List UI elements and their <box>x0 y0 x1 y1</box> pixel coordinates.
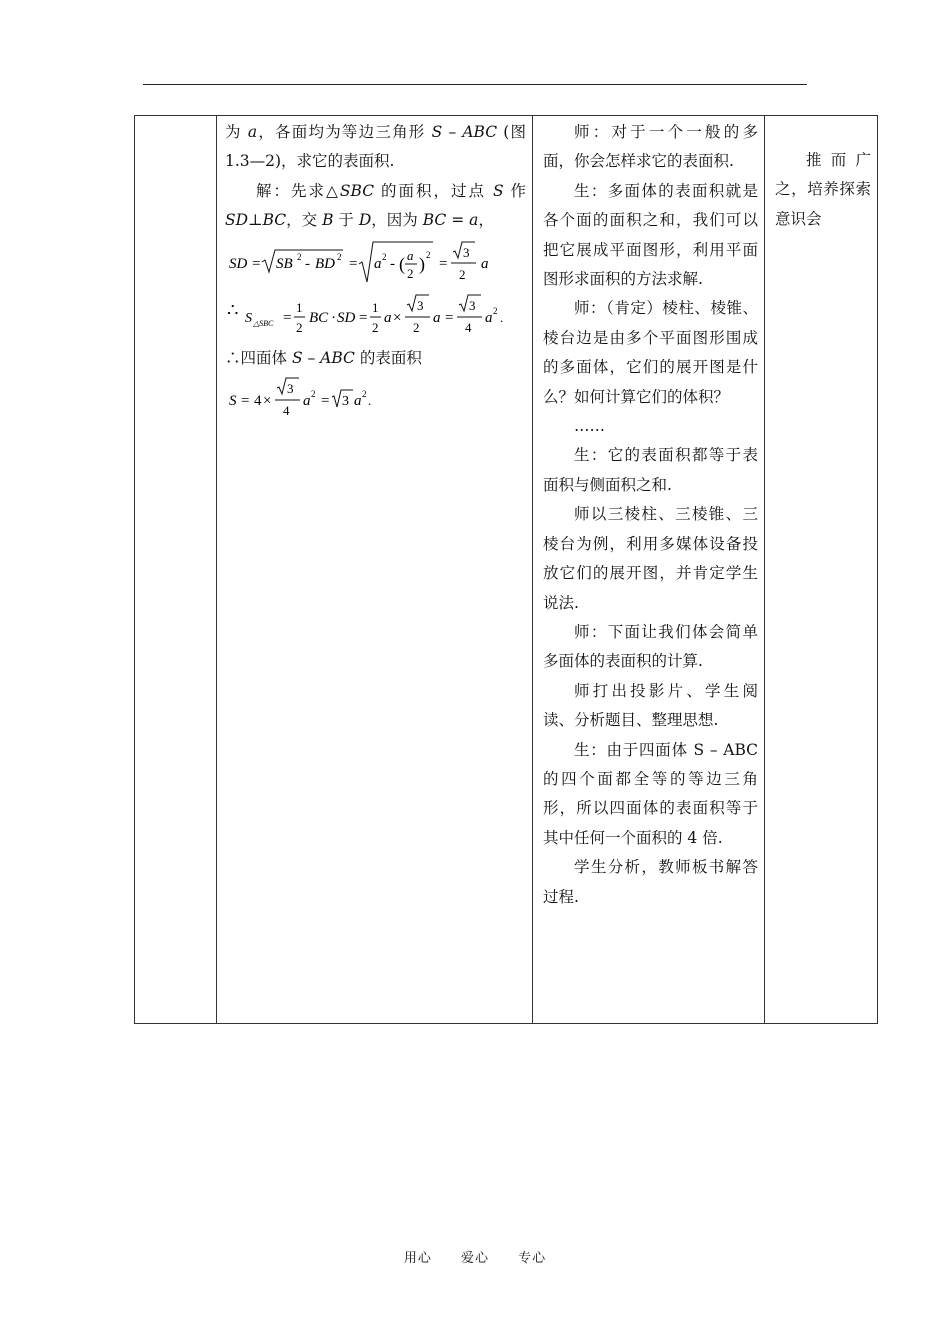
svg-text:a: a <box>303 393 311 410</box>
svg-text:△SBC: △SBC <box>253 318 274 328</box>
svg-text:1: 1 <box>372 299 379 315</box>
svg-text:2: 2 <box>337 251 342 262</box>
svg-text:2: 2 <box>459 266 466 282</box>
svg-text:4: 4 <box>254 393 262 410</box>
svg-text:4: 4 <box>465 319 472 335</box>
svg-text:a: a <box>485 309 493 326</box>
svg-text:SD: SD <box>337 309 356 326</box>
lesson-table <box>134 115 878 1024</box>
svg-text:S: S <box>245 310 252 326</box>
svg-text:S: S <box>229 393 237 410</box>
svg-text:=: = <box>439 255 448 272</box>
dialogue-paragraph: 生：由于四面体 S – ABC 的四个面都全等的等边三角形，所以四面体的表面积等于其中任何一个面积的 4 倍. <box>543 740 758 847</box>
svg-text:3: 3 <box>287 381 294 397</box>
empty-cell <box>135 116 217 1024</box>
svg-text:=: = <box>445 309 454 326</box>
svg-text:3: 3 <box>417 297 424 313</box>
svg-text:2: 2 <box>426 249 431 260</box>
svg-text:1: 1 <box>296 299 303 315</box>
table-row <box>135 116 878 1024</box>
svg-text:2: 2 <box>382 251 387 262</box>
dialogue-paragraph: 生：多面体的表面积就是各个面的面积之和，我们可以把它展成平面图形，利用平面图形求面积的方法求解. <box>543 181 758 289</box>
svg-text:3: 3 <box>342 394 349 410</box>
equation-area <box>225 290 526 342</box>
problem-text: 为 a，各面均为等边三角形 S – ABC (图 1.3—2)，求它的表面积. <box>225 123 526 171</box>
svg-text:2: 2 <box>311 389 316 400</box>
svg-text:=: = <box>321 393 330 410</box>
solution-lead: 解：先求△SBC 的面积，过点 S 作 SD⊥BC，交 B 于 D，因为 BC = a， <box>225 181 526 230</box>
svg-text:a: a <box>384 309 392 326</box>
dialogue-paragraph: 师：（肯定）棱柱、棱锥、棱台边是由多个平面图形围成的多面体，它们的展开图是什么？如何计算它们的体积？ <box>543 299 758 406</box>
svg-text:): ) <box>419 253 425 274</box>
svg-text:2: 2 <box>493 305 498 316</box>
svg-text:a: a <box>407 247 414 263</box>
dialogue-paragraph: 学生分析，教师板书解答过程. <box>543 858 758 906</box>
page-footer <box>0 1247 950 1266</box>
solution-cell <box>217 116 533 1024</box>
svg-text:-: - <box>305 255 310 272</box>
svg-text:2: 2 <box>297 251 302 262</box>
svg-text:(: ( <box>399 253 405 274</box>
svg-text:BD: BD <box>315 255 335 272</box>
svg-text:=: = <box>252 255 261 272</box>
svg-text:SD: SD <box>229 255 248 272</box>
svg-text:2: 2 <box>413 319 420 335</box>
svg-text:-: - <box>390 255 395 272</box>
svg-text:2: 2 <box>407 265 414 281</box>
header-rule <box>143 84 807 85</box>
svg-text:=: = <box>241 393 250 410</box>
footer-item: 用心 <box>403 1251 432 1266</box>
svg-text:a: a <box>433 309 441 326</box>
svg-text:∴: ∴ <box>227 299 239 320</box>
dialogue-ellipsis: …… <box>574 417 605 436</box>
equation-sd <box>225 238 526 288</box>
svg-text:×: × <box>263 393 272 410</box>
dialogue-paragraph: 生：它的表面积都等于表面积与侧面积之和. <box>543 446 758 494</box>
equation-total <box>225 375 526 425</box>
dialogue-paragraph: 师：对于一个一般的多面，你会怎样求它的表面积. <box>543 123 758 171</box>
dialogue-paragraph: 师：下面让我们体会简单多面体的表面积的计算. <box>543 622 758 671</box>
svg-text:.: . <box>368 393 372 409</box>
footer-item: 专心 <box>518 1251 547 1266</box>
design-intent-cell <box>765 116 878 1024</box>
svg-text:2: 2 <box>372 319 379 335</box>
svg-text:3: 3 <box>463 244 470 260</box>
svg-text:BC: BC <box>309 309 329 326</box>
dialogue-paragraph: 师以三棱柱、三棱锥、三棱台为例，利用多媒体设备投放它们的展开图，并肯定学生说法. <box>543 505 758 612</box>
svg-text:=: = <box>359 309 368 326</box>
svg-text:a: a <box>481 255 489 272</box>
svg-text:SB: SB <box>276 255 293 272</box>
footer-item: 爱心 <box>460 1251 489 1266</box>
svg-text:4: 4 <box>283 403 290 419</box>
svg-text:.: . <box>500 309 504 325</box>
svg-text:a: a <box>354 393 362 410</box>
svg-text:2: 2 <box>362 389 367 400</box>
conclusion-text: ∴四面体 S – ABC 的表面积 <box>225 348 422 367</box>
svg-text:a: a <box>374 255 382 272</box>
design-intent-text: 推而广之，培养探索意识会 <box>775 151 871 228</box>
svg-text:×: × <box>393 309 402 326</box>
svg-text:=: = <box>283 309 292 326</box>
svg-text:=: = <box>349 255 358 272</box>
svg-text:·: · <box>331 309 336 326</box>
svg-text:2: 2 <box>296 319 303 335</box>
dialogue-cell <box>533 116 765 1024</box>
dialogue-paragraph: 师打出投影片、学生阅读、分析题目、整理思想. <box>543 681 758 730</box>
svg-text:3: 3 <box>469 297 476 313</box>
